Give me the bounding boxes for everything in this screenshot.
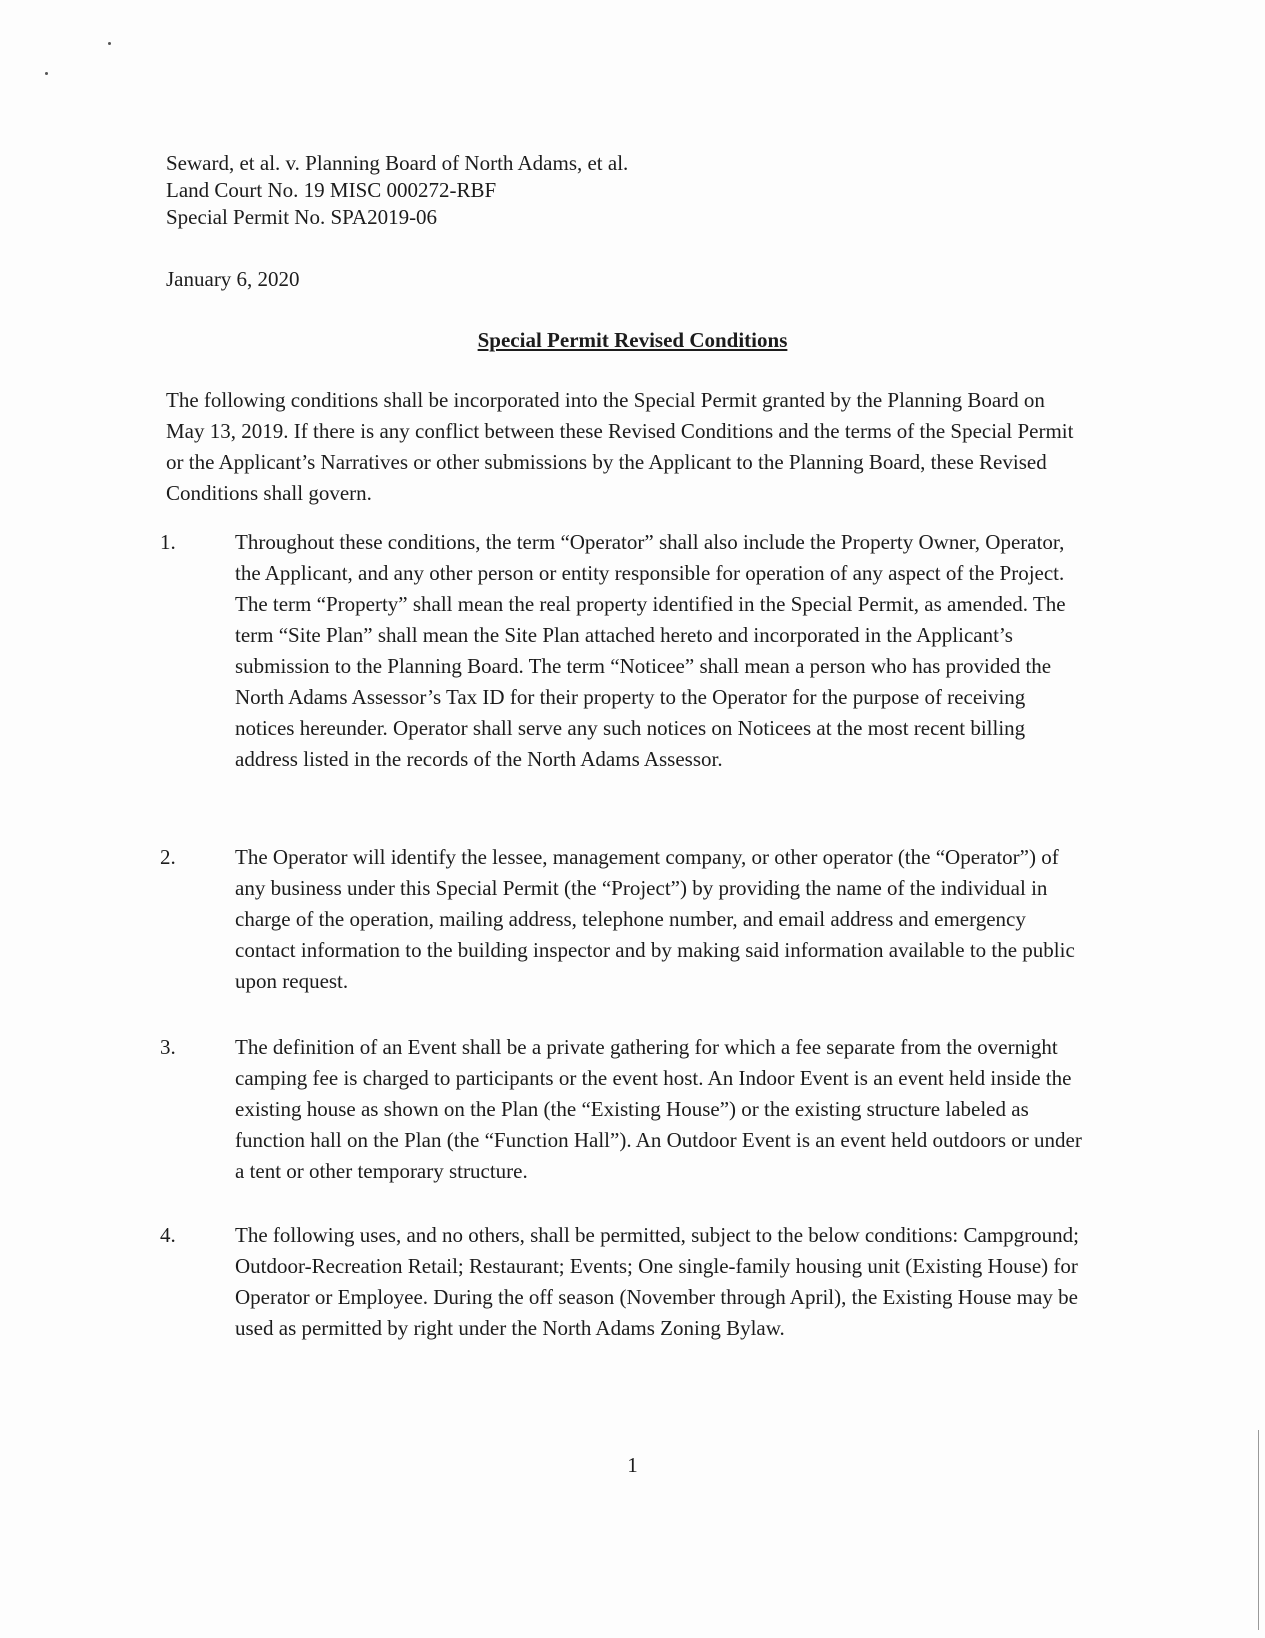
document-date: January 6, 2020	[166, 267, 300, 291]
condition-number: 2.	[160, 845, 176, 869]
case-header	[166, 150, 628, 231]
scan-speck	[45, 72, 48, 75]
condition-text: The Operator will identify the lessee, management company, or other operator (the “Operator”) of any business under this Special Permit (the “Project”) by providing the name of the individual in charge of the operation, mailing address, telephone number, and email address and emergency contact information to the building inspector and by making said information available to the public upon request.	[235, 845, 1075, 993]
condition-number: 3.	[160, 1035, 176, 1059]
condition-text: The definition of an Event shall be a private gathering for which a fee separate from the overnight camping fee is charged to participants or the event host. An Indoor Event is an event held inside the existing house as shown on the Plan (the “Existing House”) or the existing structure labeled as function hall on the Plan (the “Function Hall”). An Outdoor Event is an event held outdoors or under a tent or other temporary structure.	[235, 1035, 1082, 1183]
condition-text: The following uses, and no others, shall be permitted, subject to the below conditions: Campground; Outdoor-Recreation Retail; Restaurant; Events; One single-family housing unit (Existing House) for Operator or Employee. During the off season (November through April), the Existing House may be used as permitted by right under the North Adams Zoning Bylaw.	[235, 1223, 1079, 1340]
intro-paragraph: The following conditions shall be incorporated into the Special Permit granted by the Planning Board on May 13, 2019. If there is any conflict between these Revised Conditions and the terms of the Special Permit or the Applicant’s Narratives or other submissions by the Applicant to the Planning Board, these Revised Conditions shall govern.	[166, 388, 1074, 505]
condition-number: 1.	[160, 530, 176, 554]
page-number: 1	[627, 1453, 638, 1477]
permit-number: Special Permit No. SPA2019-06	[166, 205, 438, 229]
condition-item	[160, 527, 1090, 775]
condition-number: 4.	[160, 1223, 176, 1247]
court-number: Land Court No. 19 MISC 000272-RBF	[166, 178, 497, 202]
condition-item	[160, 1032, 1090, 1187]
condition-item	[160, 1220, 1090, 1344]
document-title: Special Permit Revised Conditions	[477, 328, 788, 352]
condition-item	[160, 842, 1090, 997]
scan-edge-line	[1258, 1430, 1259, 1630]
scan-speck	[108, 42, 111, 45]
case-title: Seward, et al. v. Planning Board of North Adams, et al.	[166, 151, 629, 175]
condition-text: Throughout these conditions, the term “Operator” shall also include the Property Owner, Operator, the Applicant, and any other person or entity responsible for operation of any aspect of the Project. The term “Property” shall mean the real property identified in the Special Permit, as amended. The term “Site Plan” shall mean the Site Plan attached hereto and incorporated in the Applicant’s submission to the Planning Board. The term “Noticee” shall mean a person who has provided the North Adams Assessor’s Tax ID for their property to the Operator for the purpose of receiving notices hereunder. Operator shall serve any such notices on Noticees at the most recent billing address listed in the records of the North Adams Assessor.	[235, 530, 1066, 771]
